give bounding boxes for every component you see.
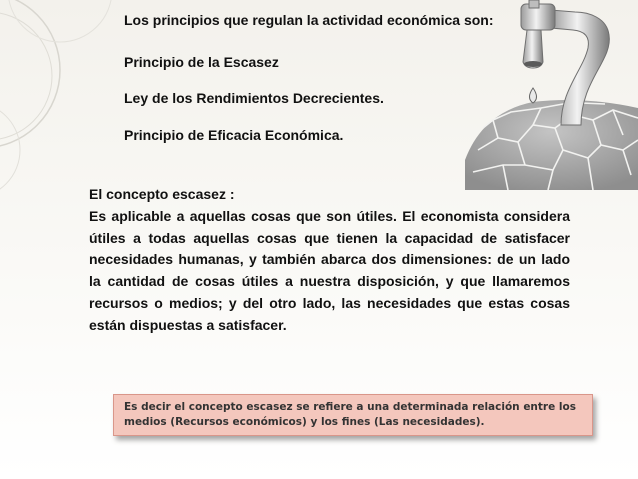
decorative-circles-icon (0, 0, 140, 190)
concept-body: Es aplicable a aquellas cosas que son útiles. El economista considera útiles a todas aquellas cosas que tienen la capacidad de satisfacer necesidades humanas, y también abarca dos dimensiones: de un lado la cantidad de cosas útiles a nuestra disposición, y que llamaremos recursos o medios; y del otro lado, las necesidades que estas cosas están dispuestas a satisfacer. (89, 207, 570, 333)
dry-faucet-cracked-earth-icon (463, 0, 638, 190)
concept-title: El concepto escasez : (89, 186, 235, 202)
principle-scarcity: Principio de la Escasez (124, 54, 279, 70)
principle-economic-efficiency: Principio de Eficacia Económica. (124, 127, 344, 143)
summary-note: Es decir el concepto escasez se refiere a una determinada relación entre los medios (Recursos económicos) y los fines (Las necesidades). (113, 394, 593, 436)
page-title: Los principios que regulan la actividad económica son: (124, 12, 494, 28)
principle-diminishing-returns: Ley de los Rendimientos Decrecientes. (124, 90, 384, 106)
scarcity-concept-block (89, 184, 570, 337)
